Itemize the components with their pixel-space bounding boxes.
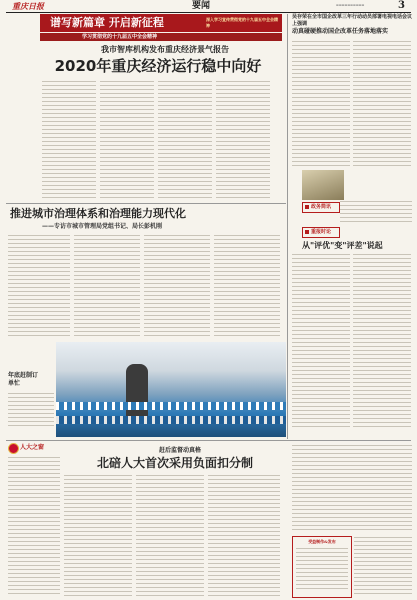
right-bottom-notice bbox=[354, 536, 412, 596]
right-top-body-b bbox=[353, 40, 411, 168]
square-bullet-icon bbox=[305, 230, 309, 234]
photo-machine-row-2 bbox=[56, 416, 286, 424]
square-bullet-icon bbox=[305, 205, 309, 209]
main-body-col4 bbox=[216, 80, 270, 200]
column-divider bbox=[287, 14, 288, 439]
second-body-col1 bbox=[8, 234, 70, 338]
main-body-col1 bbox=[42, 80, 96, 200]
commentary-tag bbox=[302, 227, 340, 238]
main-body-col2 bbox=[100, 80, 154, 200]
news-brief-tag bbox=[302, 202, 340, 213]
bottom-body-col2 bbox=[64, 474, 132, 596]
right-top-body-a bbox=[292, 40, 350, 168]
second-body-col3 bbox=[144, 234, 210, 338]
people-congress-tag bbox=[8, 443, 54, 453]
bottom-headline: 北碚人大首次采用负面扣分制 bbox=[96, 456, 253, 470]
banner bbox=[40, 14, 282, 32]
photo-worker bbox=[126, 364, 148, 424]
photo-caption-body bbox=[8, 392, 54, 428]
banner-subbar bbox=[40, 33, 282, 41]
commentary-body-b bbox=[353, 253, 411, 429]
news-brief-label: 政务简讯 bbox=[311, 204, 332, 210]
banner-headline: 谱写新篇章 开启新征程 bbox=[50, 16, 164, 29]
photo-machine-row bbox=[56, 402, 286, 410]
second-body-col2 bbox=[74, 234, 140, 338]
right-bottom-box-body bbox=[296, 547, 348, 591]
right-bottom-box bbox=[292, 536, 352, 598]
second-body-col4 bbox=[214, 234, 280, 338]
bottom-kicker: 赶后监督动真格 bbox=[158, 447, 201, 454]
divider-1 bbox=[6, 203, 286, 204]
people-congress-label: 人大之窗 bbox=[20, 444, 45, 451]
bottom-body-col1 bbox=[8, 456, 60, 596]
right-top-headline-2: 动真碰硬推动国企改革任务落地落实 bbox=[292, 28, 389, 35]
masthead-rule bbox=[6, 12, 411, 13]
page-number: 3 bbox=[398, 0, 405, 11]
commentary-label: 重报时论 bbox=[311, 229, 332, 235]
second-headline: 推进城市治理体系和治理能力现代化 bbox=[10, 207, 186, 220]
right-bottom-title: 受益制作&发布 bbox=[308, 539, 336, 544]
paper-name: 重庆日报 bbox=[12, 1, 44, 11]
bottom-body-col4 bbox=[208, 474, 280, 596]
photo-caption-block bbox=[8, 372, 54, 432]
news-brief-body bbox=[340, 200, 412, 224]
emblem-icon bbox=[8, 443, 19, 454]
bottom-body-col3 bbox=[136, 474, 204, 596]
main-body-col3 bbox=[158, 80, 212, 200]
main-headline: 2020年重庆经济运行稳中向好 bbox=[54, 57, 262, 75]
commentary-body-a bbox=[292, 253, 350, 429]
banner-tagline: 深入学习宣传贯彻党的十九届五中全会精神 bbox=[206, 17, 278, 28]
masthead bbox=[0, 0, 417, 12]
main-kicker: 我市智库机构发布重庆经济景气报告 bbox=[101, 44, 229, 54]
right-top-headline: 吴存荣在全市国企改革三年行动动员部署电视电话会议上强调 bbox=[292, 14, 413, 27]
photo-caption-title: 年底赶制订单忙 bbox=[8, 372, 39, 387]
right-bottom-body bbox=[292, 444, 412, 532]
date-line: ▬▬▬▬▬▬▬▬▬▬ bbox=[336, 3, 365, 7]
section-title: 要闻 bbox=[192, 1, 211, 11]
right-photo bbox=[302, 170, 344, 200]
banner-subbar-text: 学习贯彻党的十九届五中全会精神 bbox=[82, 34, 158, 40]
factory-photo bbox=[56, 342, 286, 437]
second-subhead: ——专访市城市管理局党组书记、局长彭机刚 bbox=[42, 223, 163, 230]
divider-2 bbox=[6, 440, 411, 441]
commentary-headline: 从"评优"变"评差"说起 bbox=[302, 240, 383, 250]
